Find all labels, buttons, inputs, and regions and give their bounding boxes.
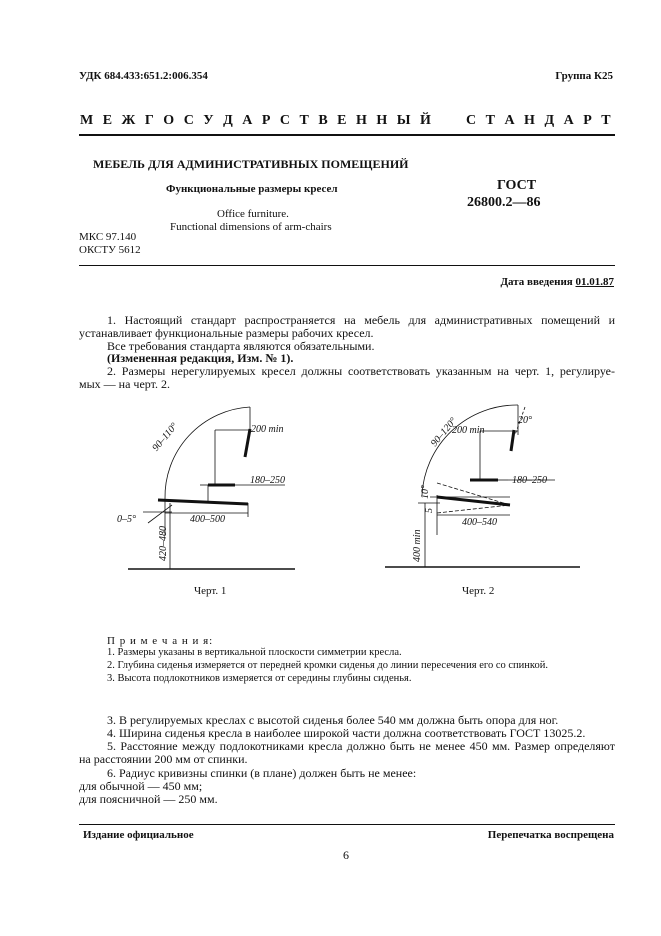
paragraph-6-line-1: 6. Радиус кривизны спинки (в плане) должен быть не менее: <box>107 766 417 780</box>
paragraph-5-line-1: 5. Расстояние между подлокотниками кресла должно быть не менее 450 мм. Размер определяют <box>107 739 615 753</box>
gost-label: ГОСТ <box>497 178 537 193</box>
note-1: 1. Размеры указаны в вертикальной плоскости симметрии кресла. <box>107 647 402 658</box>
effective-date-value: 01.01.87 <box>575 276 614 288</box>
fig2-angle-label: 90–120° <box>428 415 460 449</box>
paragraph-1-line-3: Все требования стандарта являются обязательными. <box>107 339 375 353</box>
fig1-seat-height-label: 420–480 <box>158 526 169 561</box>
amendment-note: (Измененная редакция, Изм. № 1). <box>107 351 294 365</box>
paragraph-2-line-2: мых — на черт. 2. <box>79 377 170 391</box>
paragraph-5-line-2: на расстоянии 200 мм от спинки. <box>79 752 248 766</box>
fig2-arm-angle-label: 20° <box>518 415 532 426</box>
effective-date <box>500 276 614 288</box>
paragraph-1-line-1: 1. Настоящий стандарт распространяется на мебель для административных помещений и <box>107 313 615 327</box>
fig2-arm-height-label: 180–250 <box>512 475 547 486</box>
fig2-backrest <box>511 430 514 451</box>
fig2-seat-depth-label: 400–540 <box>462 517 497 528</box>
paragraph-2-line-1: 2. Размеры нерегулируемых кресел должны соответствовать указанным на черт. 1, регулируе- <box>107 364 615 378</box>
figure-2-chair-diagram <box>380 395 590 580</box>
footer-rule <box>79 824 615 825</box>
fig1-backrest <box>245 429 250 457</box>
note-2: 2. Глубина сиденья измеряется от передней кромки сиденья до линии пересечения его со спинкой. <box>107 660 548 671</box>
fig1-seat <box>158 500 248 504</box>
paragraph-4: 4. Ширина сиденья кресла в наиболее широкой части должна соответствовать ГОСТ 13025.2. <box>107 726 586 740</box>
paragraph-3: 3. В регулируемых креслах с высотой сиденья более 540 мм должна быть опора для ног. <box>107 713 559 727</box>
fig2-seat-height-label: 400 min <box>412 529 423 562</box>
fig1-angle-label: 90–110° <box>150 421 181 454</box>
footer-official-edition: Издание официальное <box>83 829 194 841</box>
banner-rule <box>79 134 615 136</box>
fig2-seat <box>437 497 510 505</box>
english-title-1: Office furniture. <box>217 208 289 220</box>
mks-code: МКС 97.140 <box>79 231 137 243</box>
figure-1-caption: Черт. 1 <box>194 585 227 597</box>
fig2-back-dist-label: 200 min <box>452 425 485 436</box>
udk-code: УДК 684.433:651.2:006.354 <box>79 70 208 82</box>
figure-2-caption: Черт. 2 <box>462 585 495 597</box>
fig2-small-label: 5 <box>424 508 435 513</box>
group-code: Группа К25 <box>555 70 613 82</box>
paragraph-6-line-3: для поясничной — 250 мм. <box>79 792 218 806</box>
fig1-back-dist-label: 200 min <box>251 424 284 435</box>
fig1-arm-height-label: 180–250 <box>250 475 285 486</box>
title-rule <box>79 265 615 266</box>
effective-date-label: Дата введения <box>500 276 573 288</box>
notes-heading: П р и м е ч а н и я: <box>107 635 214 647</box>
document-title: МЕБЕЛЬ ДЛЯ АДМИНИСТРАТИВНЫХ ПОМЕЩЕНИЙ <box>93 157 409 171</box>
banner-right: С Т А Н Д А Р Т <box>466 113 614 128</box>
fig1-seat-depth-label: 400–500 <box>190 514 225 525</box>
fig2-tilt-label: 10° <box>420 485 431 499</box>
document-subtitle: Функциональные размеры кресел <box>166 183 338 195</box>
banner-left: М Е Ж Г О С У Д А Р С Т В Е Н Н Ы Й <box>80 113 434 128</box>
footer-reprint-notice: Перепечатка воспрещена <box>487 829 614 841</box>
paragraph-1-line-2: устанавливает функциональные размеры рабочих кресел. <box>79 326 374 340</box>
figure-1-chair-diagram <box>100 395 310 580</box>
okstu-code: ОКСТУ 5612 <box>79 244 141 256</box>
note-3: 3. Высота подлокотников измеряется от середины глубины сиденья. <box>107 673 412 684</box>
paragraph-6-line-2: для обычной — 450 мм; <box>79 779 203 793</box>
english-title-2: Functional dimensions of arm-chairs <box>170 221 332 233</box>
page-number: 6 <box>343 848 349 862</box>
fig1-seat-tilt-label: 0–5° <box>117 514 136 525</box>
gost-number: 26800.2—86 <box>467 195 541 210</box>
